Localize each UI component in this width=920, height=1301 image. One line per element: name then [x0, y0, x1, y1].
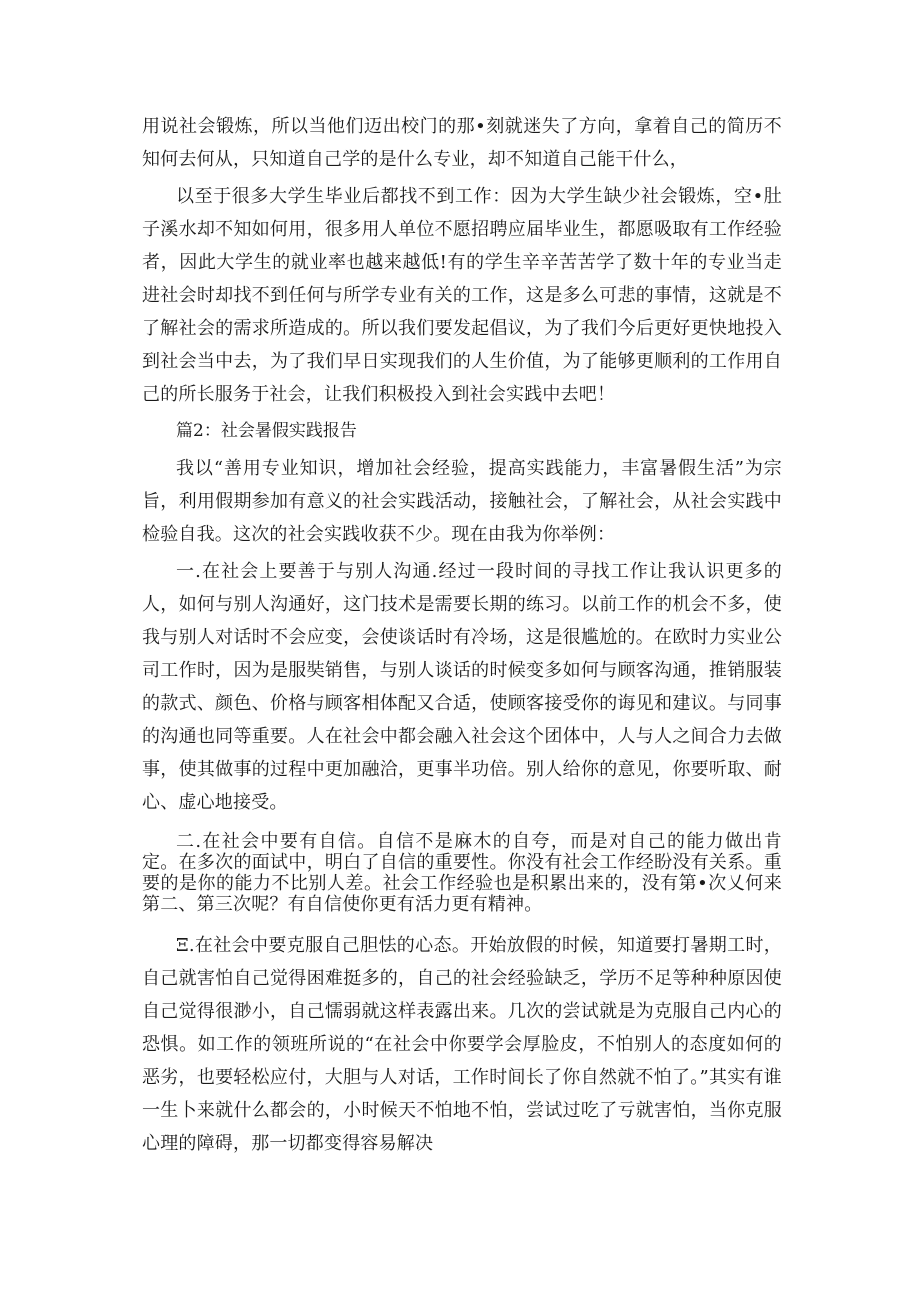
section-heading: 篇2：社会暑假实践报告: [176, 421, 357, 441]
paragraph-job-difficulty: 以至于很多大学生毕业后都找不到工作：因为大学生缺少社会锻炼，空•肚子溪水却不知如何用，很多用人单位不愿招聘应届毕业生，都愿吸取有工作经验者，因此大学生的就业率也越来越低!有的学生辛辛苦苦学了数十年的专业当走进社会时却找不到任何与所学专业有关的工作，这是多么可悲的事情，这就是不了解社会的需求所造成的。所以我们要发起倡议，为了我们今后更好更快地投入到社会当中去，为了我们早日实现我们的人生价值，为了能够更顺利的工作用自己的所长服务于社会，让我们积极投入到社会实践中去吧！: [142, 186, 782, 405]
paragraph-continuation: 用说社会锻炼，所以当他们迈出校门的那•刻就迷失了方向，拿着自己的简历不知何去何从，只知道自己学的是什么专业，却不知道自己能干什么，: [142, 116, 782, 170]
document-body: [142, 110, 782, 1164]
paragraph-point-two: 二.在社会中要有自信。自信不是麻木的自夸，而是对自己的能力做出肯定。在多次的面试中，明白了自信的重要性。你没有社会工作经盼没有关系。重要的是你的能力不比别人差。社会工作经验也是积累出来的，没有第•次乂何来第二、第三次呢？有自信使你更有活力更有精神。: [142, 831, 782, 915]
paragraph-point-one: 一.在社会上要善于与别人沟通.经过一段时间的寻找工作让我认识更多的人，如何与别人沟通好，这门技术是需要长期的练习。以前工作的机会不多，使我与别人对话时不会应变，会使谈话时有冷场，这是很尴尬的。在欧时力实业公司工作时，因为是服奘销售，与别人谈话的时候变多如何与顾客沟通，推销服装的款式、颜色、价格与顾客相体配又合适，使顾客接受你的诲见和建议。与同事的沟通也同等重要。人在社会中都会融入社会这个团体中，人与人之间合力去做事，使其做事的过程中更加融洽，更事半功倍。别人给你的意见，你要听取、耐心、虚心地接受。: [142, 561, 782, 813]
paragraph-point-three: Ξ.在社会中要克服自己胆怯的心态。开始放假的时候，知道要打暑期工时，自己就害怕自己觉得困难挺多的，自己的社会经验缺乏，学历不足等种种原因使自己觉得很渺小，自己懦弱就这样表露出来。几次的尝试就是为克服自己内心的恐惧。如工作的领班所说的“在社会中你要学会厚脸皮，不怕别人的态度如何的恶劣，也要轻松应付，大胆与人对话，工作时间长了你自然就不怕了。”其实有谁一生卜来就什么都会的，小时候天不怕地不怕，尝试过吃了亏就害怕，当你克服心理的障碍，那一切都变得容易解决: [142, 935, 782, 1154]
paragraph-intro: 我以“善用专业知识，增加社会经验，提高实践能力，丰富暑假生活”为宗旨，利用假期参加有意义的社会实践活动，接触社会，了解社会，从社会实践中检验自我。这次的社会实践收获不少。现在由我为你举例：: [142, 458, 782, 545]
